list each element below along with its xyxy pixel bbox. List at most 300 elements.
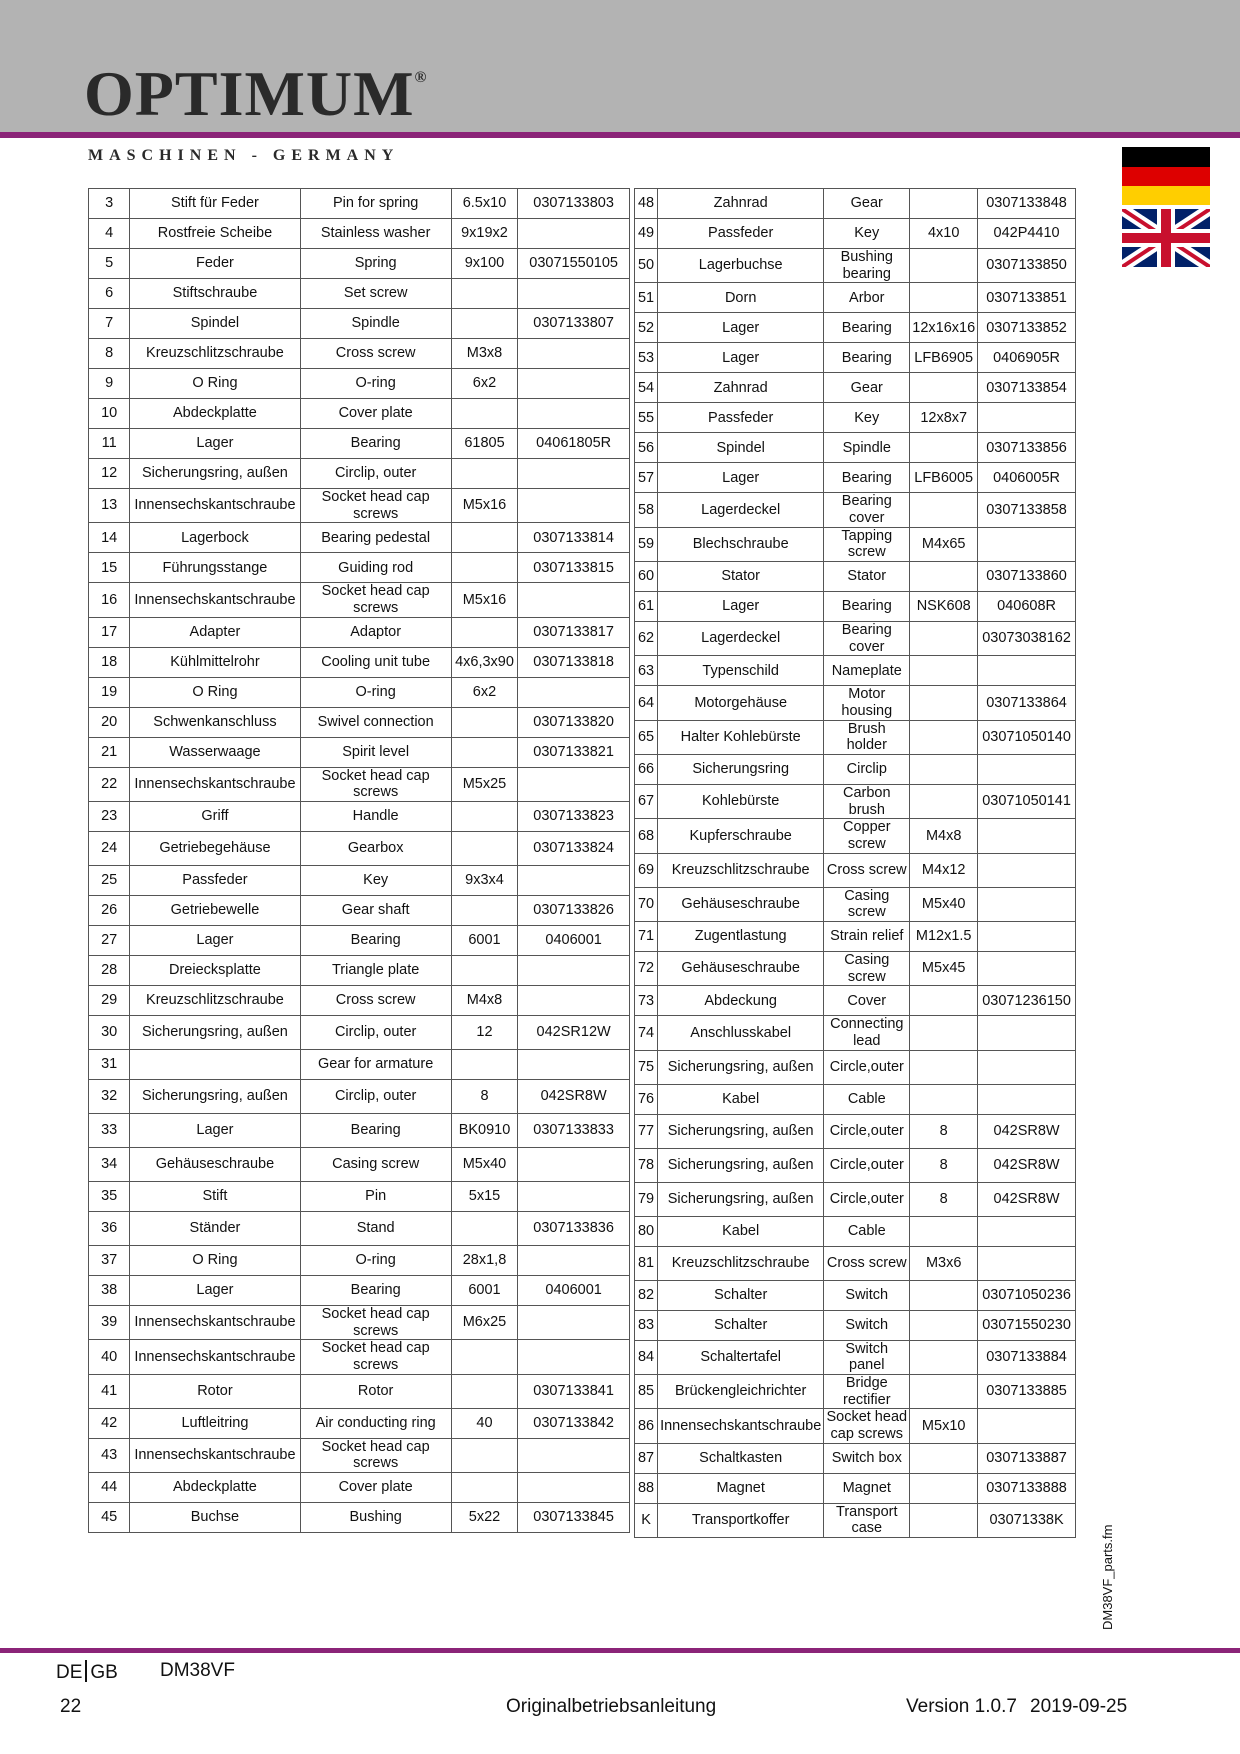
part-number-cell: 83	[635, 1310, 658, 1340]
item-number-cell: 03071050140	[978, 720, 1076, 754]
part-number-cell: 66	[635, 755, 658, 785]
english-name-cell: Stator	[824, 562, 910, 592]
item-number-cell	[518, 583, 630, 617]
part-number-cell: 53	[635, 343, 658, 373]
german-name-cell: Kühlmittelrohr	[130, 647, 300, 677]
brand-logo	[84, 58, 428, 129]
size-cell	[451, 399, 518, 429]
table-row	[89, 189, 630, 219]
table-row	[89, 1473, 630, 1503]
item-number-cell: 0406001	[518, 1276, 630, 1306]
english-name-cell: Switch box	[824, 1443, 910, 1473]
size-cell	[451, 802, 518, 832]
size-cell	[910, 373, 978, 403]
item-number-cell	[518, 459, 630, 489]
english-name-cell: Key	[824, 403, 910, 433]
item-number-cell	[978, 527, 1076, 561]
german-name-cell: Brückengleichrichter	[658, 1375, 824, 1409]
item-number-cell: 04061805R	[518, 429, 630, 459]
english-name-cell: Bearing	[300, 1276, 451, 1306]
table-row	[89, 866, 630, 896]
english-name-cell: Cover	[824, 986, 910, 1016]
table-row	[635, 1443, 1076, 1473]
german-name-cell: Kohlebürste	[658, 785, 824, 819]
item-number-cell: 03071550105	[518, 249, 630, 279]
part-number-cell: 60	[635, 562, 658, 592]
english-name-cell: Cable	[824, 1084, 910, 1114]
german-name-cell: Blechschraube	[658, 527, 824, 561]
english-name-cell: Tapping screw	[824, 527, 910, 561]
table-row	[89, 1306, 630, 1340]
item-number-cell	[518, 219, 630, 249]
german-name-cell: Griff	[130, 802, 300, 832]
item-number-cell: 0307133826	[518, 896, 630, 926]
lang-gb: GB	[90, 1662, 118, 1683]
german-name-cell: Kabel	[658, 1216, 824, 1246]
document-title: Originalbetriebsanleitung	[506, 1696, 717, 1717]
item-number-cell: 0307133815	[518, 553, 630, 583]
german-name-cell: Innensechskantschraube	[130, 767, 300, 801]
german-name-cell: Getriebewelle	[130, 896, 300, 926]
size-cell: 8	[910, 1148, 978, 1182]
english-name-cell: Circlip, outer	[300, 459, 451, 489]
table-row	[635, 1280, 1076, 1310]
german-name-cell: Sicherungsring	[658, 755, 824, 785]
item-number-cell	[518, 986, 630, 1016]
part-number-cell: 40	[89, 1340, 130, 1374]
german-name-cell: Rostfreie Scheibe	[130, 219, 300, 249]
part-number-cell: 24	[89, 832, 130, 866]
size-cell: 6x2	[451, 369, 518, 399]
part-number-cell: 21	[89, 737, 130, 767]
item-number-cell	[518, 1050, 630, 1080]
table-row	[635, 1050, 1076, 1084]
table-row	[89, 1182, 630, 1212]
item-number-cell: 0307133848	[978, 189, 1076, 219]
item-number-cell: 03071338K	[978, 1503, 1076, 1537]
english-name-cell: Key	[300, 866, 451, 896]
english-name-cell: Socket head cap screws	[300, 1340, 451, 1374]
item-number-cell: 0307133833	[518, 1114, 630, 1148]
english-name-cell: Copper screw	[824, 819, 910, 853]
part-number-cell: 84	[635, 1340, 658, 1374]
table-row	[635, 1503, 1076, 1537]
item-number-cell: 0307133821	[518, 737, 630, 767]
item-number-cell	[978, 403, 1076, 433]
english-name-cell: Bearing	[300, 1114, 451, 1148]
german-name-cell: Innensechskantschraube	[130, 1306, 300, 1340]
size-cell	[910, 1473, 978, 1503]
size-cell	[910, 1050, 978, 1084]
part-number-cell: 64	[635, 686, 658, 720]
registered-mark: ®	[414, 69, 428, 86]
table-row	[89, 339, 630, 369]
english-name-cell: Gear	[824, 189, 910, 219]
part-number-cell: 79	[635, 1182, 658, 1216]
part-number-cell: 42	[89, 1408, 130, 1438]
table-row	[635, 189, 1076, 219]
part-number-cell: 9	[89, 369, 130, 399]
size-cell: LFB6905	[910, 343, 978, 373]
item-number-cell	[518, 279, 630, 309]
item-number-cell: 0307133841	[518, 1374, 630, 1408]
german-name-cell: Sicherungsring, außen	[658, 1050, 824, 1084]
size-cell	[451, 553, 518, 583]
size-cell	[451, 1473, 518, 1503]
german-name-cell: Stiftschraube	[130, 279, 300, 309]
part-number-cell: 70	[635, 887, 658, 921]
size-cell: 6001	[451, 926, 518, 956]
table-row	[635, 622, 1076, 656]
table-row	[89, 1408, 630, 1438]
english-name-cell: Bearing	[300, 429, 451, 459]
english-name-cell: Socket head cap screws	[300, 1306, 451, 1340]
german-name-cell: Lagerdeckel	[658, 493, 824, 527]
english-name-cell: Switch	[824, 1310, 910, 1340]
german-name-cell: Zugentlastung	[658, 922, 824, 952]
german-name-cell: Schalter	[658, 1310, 824, 1340]
size-cell: 6001	[451, 1276, 518, 1306]
german-name-cell: Lager	[130, 926, 300, 956]
table-row	[635, 1246, 1076, 1280]
german-name-cell: Getriebegehäuse	[130, 832, 300, 866]
size-cell: M5x40	[451, 1148, 518, 1182]
item-number-cell: 0307133814	[518, 523, 630, 553]
part-number-cell: 68	[635, 819, 658, 853]
item-number-cell: 0307133823	[518, 802, 630, 832]
part-number-cell: 87	[635, 1443, 658, 1473]
table-row	[635, 1084, 1076, 1114]
german-name-cell: Passfeder	[658, 219, 824, 249]
german-name-cell: Sicherungsring, außen	[658, 1114, 824, 1148]
size-cell: 8	[451, 1080, 518, 1114]
size-cell: 8	[910, 1114, 978, 1148]
size-cell: M5x16	[451, 583, 518, 617]
german-name-cell: Gehäuseschraube	[658, 952, 824, 986]
part-number-cell: 65	[635, 720, 658, 754]
item-number-cell: 0406001	[518, 926, 630, 956]
item-number-cell	[978, 1216, 1076, 1246]
german-name-cell: Gehäuseschraube	[130, 1148, 300, 1182]
item-number-cell	[518, 1306, 630, 1340]
table-row	[89, 896, 630, 926]
table-row	[89, 1212, 630, 1246]
english-name-cell: Casing screw	[824, 887, 910, 921]
german-name-cell: Lager	[658, 463, 824, 493]
flag-de-icon	[1122, 147, 1210, 205]
table-row	[635, 592, 1076, 622]
size-cell: 12x8x7	[910, 403, 978, 433]
size-cell	[451, 1438, 518, 1472]
brand-subtitle: MASCHINEN - GERMANY	[88, 147, 400, 164]
english-name-cell: Bearing	[824, 313, 910, 343]
german-name-cell: O Ring	[130, 1246, 300, 1276]
size-cell: 5x22	[451, 1503, 518, 1533]
item-number-cell	[518, 677, 630, 707]
german-name-cell: Feder	[130, 249, 300, 279]
part-number-cell: 37	[89, 1246, 130, 1276]
english-name-cell: Pin	[300, 1182, 451, 1212]
table-row	[635, 1473, 1076, 1503]
item-number-cell	[978, 819, 1076, 853]
brand-name: OPTIMUM	[84, 58, 415, 129]
german-name-cell: O Ring	[130, 677, 300, 707]
german-name-cell: Schaltkasten	[658, 1443, 824, 1473]
table-row	[635, 313, 1076, 343]
part-number-cell: 38	[89, 1276, 130, 1306]
table-row	[635, 463, 1076, 493]
part-number-cell: 31	[89, 1050, 130, 1080]
part-number-cell: 34	[89, 1148, 130, 1182]
size-cell	[451, 956, 518, 986]
size-cell	[451, 1374, 518, 1408]
item-number-cell: 0307133818	[518, 647, 630, 677]
part-number-cell: 10	[89, 399, 130, 429]
english-name-cell: Socket head cap screws	[300, 583, 451, 617]
table-row	[89, 737, 630, 767]
size-cell: M12x1.5	[910, 922, 978, 952]
item-number-cell	[978, 1084, 1076, 1114]
size-cell: M4x8	[910, 819, 978, 853]
table-row	[89, 707, 630, 737]
german-name-cell: Lager	[658, 313, 824, 343]
english-name-cell: Rotor	[300, 1374, 451, 1408]
table-row	[635, 403, 1076, 433]
part-number-cell: 20	[89, 707, 130, 737]
english-name-cell: Stand	[300, 1212, 451, 1246]
table-row	[89, 1114, 630, 1148]
size-cell	[910, 755, 978, 785]
table-row	[635, 493, 1076, 527]
item-number-cell	[978, 755, 1076, 785]
part-number-cell: 5	[89, 249, 130, 279]
flag-gb-icon	[1122, 209, 1210, 267]
size-cell	[451, 309, 518, 339]
parts-table-right	[634, 188, 1076, 1538]
table-row	[635, 562, 1076, 592]
item-number-cell: 0307133854	[978, 373, 1076, 403]
item-number-cell: 0307133858	[978, 493, 1076, 527]
table-row	[89, 767, 630, 801]
size-cell	[910, 189, 978, 219]
english-name-cell: Casing screw	[824, 952, 910, 986]
english-name-cell: Strain relief	[824, 922, 910, 952]
part-number-cell: 14	[89, 523, 130, 553]
table-row	[89, 1503, 630, 1533]
item-number-cell	[518, 339, 630, 369]
english-name-cell: Air conducting ring	[300, 1408, 451, 1438]
size-cell	[910, 1340, 978, 1374]
document-date: 2019-09-25	[1030, 1696, 1128, 1717]
item-number-cell	[978, 922, 1076, 952]
table-row	[89, 802, 630, 832]
part-number-cell: 36	[89, 1212, 130, 1246]
part-number-cell: 25	[89, 866, 130, 896]
size-cell: NSK608	[910, 592, 978, 622]
german-name-cell: Lagerbuchse	[658, 249, 824, 283]
size-cell	[451, 1340, 518, 1374]
part-number-cell: 6	[89, 279, 130, 309]
german-name-cell: Stator	[658, 562, 824, 592]
size-cell: M5x45	[910, 952, 978, 986]
part-number-cell: 45	[89, 1503, 130, 1533]
german-name-cell: Spindel	[130, 309, 300, 339]
size-cell	[451, 279, 518, 309]
english-name-cell: Cover plate	[300, 1473, 451, 1503]
german-name-cell: Motorgehäuse	[658, 686, 824, 720]
german-name-cell: Kreuzschlitzschraube	[658, 853, 824, 887]
table-row	[635, 952, 1076, 986]
size-cell	[910, 1503, 978, 1537]
part-number-cell: 44	[89, 1473, 130, 1503]
part-number-cell: 19	[89, 677, 130, 707]
german-name-cell: Abdeckplatte	[130, 399, 300, 429]
item-number-cell	[978, 1050, 1076, 1084]
part-number-cell: 59	[635, 527, 658, 561]
size-cell	[910, 986, 978, 1016]
size-cell: M3x8	[451, 339, 518, 369]
size-cell	[910, 720, 978, 754]
size-cell: LFB6005	[910, 463, 978, 493]
part-number-cell: 17	[89, 617, 130, 647]
item-number-cell	[518, 399, 630, 429]
german-name-cell: Sicherungsring, außen	[130, 1080, 300, 1114]
item-number-cell: 0307133860	[978, 562, 1076, 592]
english-name-cell: Bearing cover	[824, 493, 910, 527]
table-row	[89, 429, 630, 459]
item-number-cell	[518, 489, 630, 523]
item-number-cell: 0307133824	[518, 832, 630, 866]
part-number-cell: 26	[89, 896, 130, 926]
size-cell	[910, 1375, 978, 1409]
table-row	[635, 283, 1076, 313]
table-row	[89, 677, 630, 707]
item-number-cell: 042SR12W	[518, 1016, 630, 1050]
english-name-cell: Cross screw	[824, 1246, 910, 1280]
german-name-cell: Stift für Feder	[130, 189, 300, 219]
english-name-cell: Spring	[300, 249, 451, 279]
table-row	[89, 459, 630, 489]
english-name-cell: O-ring	[300, 369, 451, 399]
document-version: Version 1.0.7	[906, 1696, 1017, 1717]
english-name-cell: Triangle plate	[300, 956, 451, 986]
english-name-cell: Bearing	[824, 592, 910, 622]
part-number-cell: 4	[89, 219, 130, 249]
size-cell: 28x1,8	[451, 1246, 518, 1276]
table-row	[89, 279, 630, 309]
part-number-cell: 32	[89, 1080, 130, 1114]
item-number-cell	[518, 1473, 630, 1503]
table-row	[635, 1114, 1076, 1148]
english-name-cell: Switch	[824, 1280, 910, 1310]
size-cell: 9x3x4	[451, 866, 518, 896]
part-number-cell: 3	[89, 189, 130, 219]
size-cell: M4x65	[910, 527, 978, 561]
table-row	[635, 819, 1076, 853]
size-cell: 61805	[451, 429, 518, 459]
item-number-cell: 0307133807	[518, 309, 630, 339]
english-name-cell: Circle,outer	[824, 1114, 910, 1148]
english-name-cell: Switch panel	[824, 1340, 910, 1374]
table-row	[89, 986, 630, 1016]
item-number-cell: 040608R	[978, 592, 1076, 622]
german-name-cell: Buchse	[130, 1503, 300, 1533]
german-name-cell: Lager	[130, 1276, 300, 1306]
part-number-cell: 58	[635, 493, 658, 527]
item-number-cell: 042P4410	[978, 219, 1076, 249]
german-name-cell: Spindel	[658, 433, 824, 463]
german-name-cell: Magnet	[658, 1473, 824, 1503]
size-cell	[910, 656, 978, 686]
size-cell	[451, 1212, 518, 1246]
item-number-cell: 0406905R	[978, 343, 1076, 373]
english-name-cell: Circle,outer	[824, 1148, 910, 1182]
english-name-cell: Bearing pedestal	[300, 523, 451, 553]
english-name-cell: Socket head cap screws	[300, 1438, 451, 1472]
table-row	[635, 1409, 1076, 1443]
english-name-cell: Pin for spring	[300, 189, 451, 219]
english-name-cell: Motor housing	[824, 686, 910, 720]
size-cell	[910, 249, 978, 283]
table-row	[89, 1050, 630, 1080]
english-name-cell: Circlip, outer	[300, 1016, 451, 1050]
table-row	[635, 1340, 1076, 1374]
german-name-cell: Sicherungsring, außen	[130, 459, 300, 489]
size-cell: 8	[910, 1182, 978, 1216]
table-row	[635, 219, 1076, 249]
table-row	[89, 489, 630, 523]
item-number-cell	[518, 369, 630, 399]
english-name-cell: Gear shaft	[300, 896, 451, 926]
item-number-cell	[978, 656, 1076, 686]
part-number-cell: 52	[635, 313, 658, 343]
item-number-cell: 0307133851	[978, 283, 1076, 313]
english-name-cell: Spindle	[824, 433, 910, 463]
item-number-cell	[978, 1409, 1076, 1443]
parts-table-left	[88, 188, 630, 1533]
part-number-cell: 57	[635, 463, 658, 493]
table-row	[635, 922, 1076, 952]
table-row	[89, 219, 630, 249]
item-number-cell: 0307133885	[978, 1375, 1076, 1409]
item-number-cell: 0307133887	[978, 1443, 1076, 1473]
size-cell: M5x10	[910, 1409, 978, 1443]
size-cell	[451, 896, 518, 926]
part-number-cell: 28	[89, 956, 130, 986]
part-number-cell: 72	[635, 952, 658, 986]
item-number-cell: 0307133817	[518, 617, 630, 647]
size-cell	[910, 562, 978, 592]
part-number-cell: 88	[635, 1473, 658, 1503]
part-number-cell: 8	[89, 339, 130, 369]
lang-separator	[85, 1660, 87, 1682]
part-number-cell: 35	[89, 1182, 130, 1212]
german-name-cell: Anschlusskabel	[658, 1016, 824, 1050]
table-row	[89, 399, 630, 429]
size-cell	[910, 283, 978, 313]
table-row	[635, 720, 1076, 754]
german-name-cell: Kabel	[658, 1084, 824, 1114]
size-cell	[451, 523, 518, 553]
part-number-cell: 41	[89, 1374, 130, 1408]
item-number-cell: 0307133888	[978, 1473, 1076, 1503]
english-name-cell: Connecting lead	[824, 1016, 910, 1050]
english-name-cell: Socket head cap screws	[300, 489, 451, 523]
size-cell: 40	[451, 1408, 518, 1438]
item-number-cell	[518, 1148, 630, 1182]
german-name-cell: Innensechskantschraube	[130, 583, 300, 617]
item-number-cell	[978, 1016, 1076, 1050]
